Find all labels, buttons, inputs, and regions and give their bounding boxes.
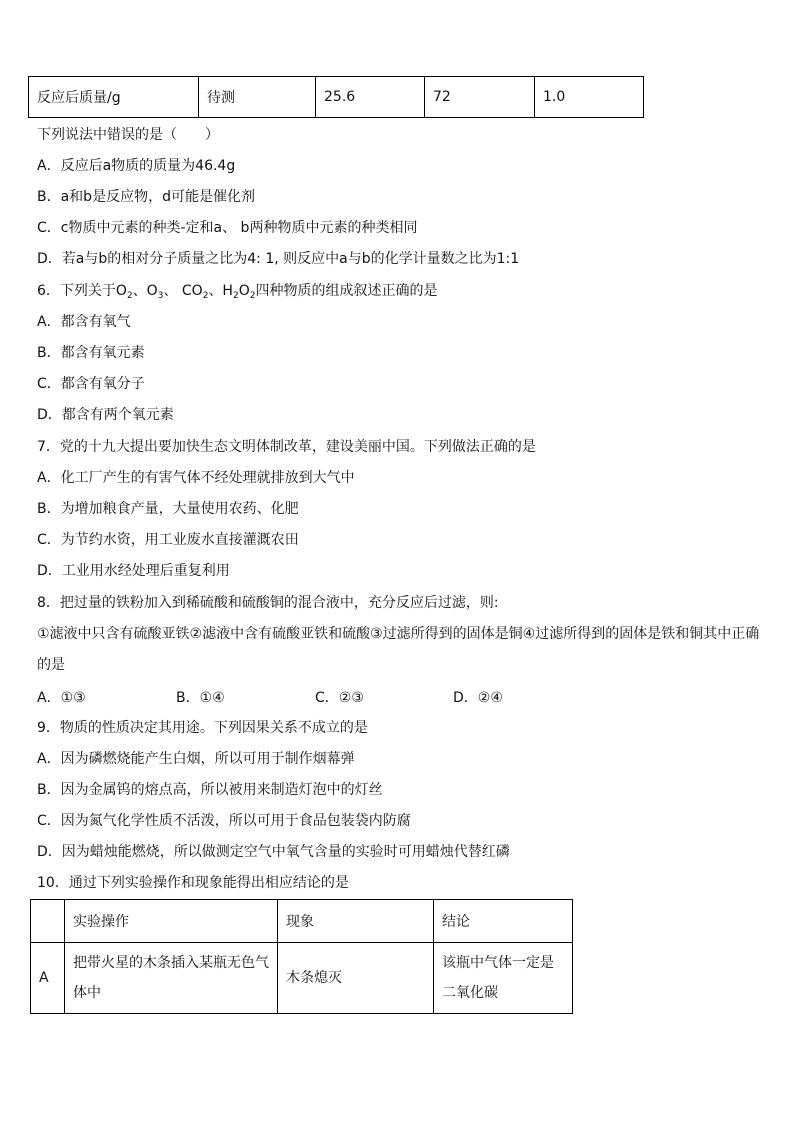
answer-option: A．因为磷燃烧能产生白烟，所以可用于制作烟幕弹 bbox=[37, 751, 355, 767]
question-body: ①滤液中只含有硫酸亚铁②滤液中含有硫酸亚铁和硫酸③过滤所得到的固体是铜④过滤所得到的固体是铁和铜其中正确的是 bbox=[37, 626, 760, 673]
table-cell: 把带火星的木条插入某瓶无色气体中 bbox=[65, 943, 278, 1014]
answer-option: C．都含有氧分子 bbox=[37, 376, 145, 392]
question-stem: 下列说法中错误的是（ ） bbox=[37, 127, 219, 143]
table-cell: 该瓶中气体一定是二氧化碳 bbox=[434, 943, 573, 1014]
answer-option: B．①④ bbox=[176, 690, 225, 706]
table-cell: 25.6 bbox=[316, 77, 425, 118]
question-stem: 9．物质的性质决定其用途。下列因果关系不成立的是 bbox=[37, 720, 368, 736]
formula-subscript: 2 bbox=[126, 291, 133, 301]
answer-option: D．因为蜡烛能燃烧，所以做测定空气中氧气含量的实验时可用蜡烛代替红磷 bbox=[37, 844, 510, 860]
answer-options-row bbox=[37, 687, 637, 707]
table-header-cell: 结论 bbox=[434, 900, 573, 943]
answer-option: A．化工厂产生的有害气体不经处理就排放到大气中 bbox=[37, 470, 355, 486]
table-row bbox=[31, 943, 573, 1014]
table-header-row bbox=[31, 900, 573, 943]
table-row bbox=[29, 77, 644, 118]
table-header-cell: 现象 bbox=[278, 900, 434, 943]
answer-option: D．工业用水经处理后重复利用 bbox=[37, 563, 230, 579]
formula-text: 、 CO bbox=[163, 283, 203, 299]
answer-option: B．为增加粮食产量，大量使用农药、化肥 bbox=[37, 501, 299, 517]
answer-option: B．因为金属钨的熔点高，所以被用来制造灯泡中的灯丝 bbox=[37, 782, 383, 798]
formula-text: 、O bbox=[132, 283, 158, 299]
formula-subscript: 3 bbox=[157, 291, 164, 301]
formula-subscript: 2 bbox=[249, 291, 256, 301]
question-stem: 10．通过下列实验操作和现象能得出相应结论的是 bbox=[37, 875, 349, 891]
table-header-cell bbox=[31, 900, 65, 943]
answer-option: D．若a与b的相对分子质量之比为4: 1, 则反应中a与b的化学计量数之比为1:1 bbox=[37, 251, 520, 267]
table-cell: 反应后质量/g bbox=[29, 77, 199, 118]
answer-option: B．a和b是反应物，d可能是催化剂 bbox=[37, 189, 255, 205]
table-header-cell: 实验操作 bbox=[65, 900, 278, 943]
question-stem bbox=[37, 281, 437, 301]
data-table-top bbox=[28, 76, 644, 118]
answer-option: D．都含有两个氧元素 bbox=[37, 407, 174, 423]
answer-option: D．②④ bbox=[453, 690, 503, 706]
formula-text: 、H bbox=[208, 283, 233, 299]
formula-subscript: 2 bbox=[202, 291, 209, 301]
answer-option: C．为节约水资，用工业废水直接灌溉农田 bbox=[37, 532, 299, 548]
answer-option: C．c物质中元素的种类-定和a、 b两种物质中元素的种类相同 bbox=[37, 220, 418, 236]
table-cell: 待测 bbox=[199, 77, 316, 118]
table-cell: 木条熄灭 bbox=[278, 943, 434, 1014]
formula-text: O bbox=[238, 283, 250, 299]
answer-option: A．①③ bbox=[37, 690, 86, 706]
table-cell: 72 bbox=[425, 77, 535, 118]
stem-text: 四种物质的组成叙述正确的是 bbox=[255, 283, 438, 299]
answer-option: A．都含有氧气 bbox=[37, 314, 131, 330]
table-cell: A bbox=[31, 943, 65, 1014]
experiment-table bbox=[30, 899, 573, 1014]
stem-text: 6．下列关于 bbox=[37, 283, 116, 299]
question-stem: 7．党的十九大提出要加快生态文明体制改革，建设美丽中国。下列做法正确的是 bbox=[37, 439, 536, 455]
answer-option: B．都含有氧元素 bbox=[37, 345, 145, 361]
answer-option: A．反应后a物质的质量为46.4g bbox=[37, 158, 236, 174]
table-cell: 1.0 bbox=[535, 77, 644, 118]
question-stem: 8．把过量的铁粉加入到稀硫酸和硫酸铜的混合液中，充分反应后过滤，则: bbox=[37, 595, 499, 611]
answer-option: C．②③ bbox=[315, 690, 364, 706]
formula-subscript: 2 bbox=[232, 291, 239, 301]
formula-text: O bbox=[115, 283, 127, 299]
answer-option: C．因为氮气化学性质不活泼，所以可用于食品包装袋内防腐 bbox=[37, 813, 411, 829]
